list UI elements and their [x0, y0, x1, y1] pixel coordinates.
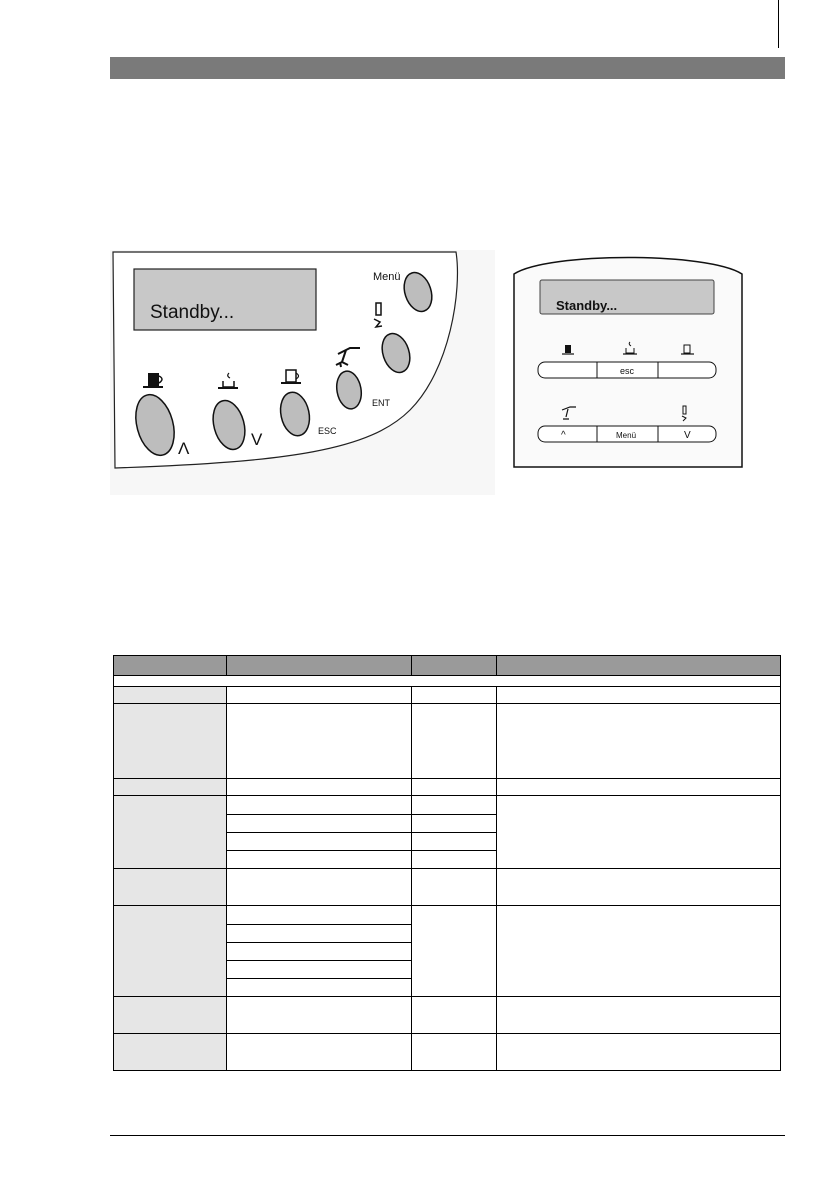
- table-row: [114, 869, 781, 906]
- up-arrow-label: Λ: [178, 439, 190, 458]
- table-row: [114, 687, 781, 704]
- menu-label: Menü: [616, 431, 637, 440]
- control-panel-right: [508, 254, 748, 469]
- large-coffee-button[interactable]: [538, 362, 597, 378]
- lcd-standby-text: Standby...: [150, 302, 235, 323]
- table-header-cell: [227, 656, 412, 676]
- down-arrow-label: V: [684, 430, 691, 441]
- table-header-cell: [114, 656, 227, 676]
- lcd-display: [540, 280, 714, 314]
- small-coffee-button[interactable]: [658, 362, 716, 378]
- page-header-bar: [110, 57, 785, 79]
- table-row: [114, 779, 781, 796]
- table-row: [114, 676, 781, 687]
- esc-label: esc: [620, 366, 635, 376]
- control-panel-left: [110, 250, 495, 495]
- table-header-cell: [497, 656, 781, 676]
- menu-label: Menü: [373, 271, 401, 283]
- up-button[interactable]: [538, 426, 597, 442]
- table-row: [114, 1034, 781, 1071]
- table-row: [114, 704, 781, 779]
- table-header-row: [114, 656, 781, 676]
- lcd-display: [134, 269, 316, 330]
- function-table: [113, 655, 781, 1071]
- table-row: [114, 796, 781, 815]
- table-row: [114, 906, 781, 925]
- table-header-cell: [412, 656, 497, 676]
- footer-rule: [110, 1135, 785, 1136]
- table-row: [114, 997, 781, 1034]
- up-arrow-label: ^: [561, 430, 566, 441]
- lcd-standby-text: Standby...: [556, 298, 618, 313]
- esc-label: ESC: [318, 426, 337, 436]
- crop-mark: [778, 0, 779, 48]
- enter-label: ENT: [372, 398, 390, 408]
- down-arrow-label: V: [251, 430, 263, 449]
